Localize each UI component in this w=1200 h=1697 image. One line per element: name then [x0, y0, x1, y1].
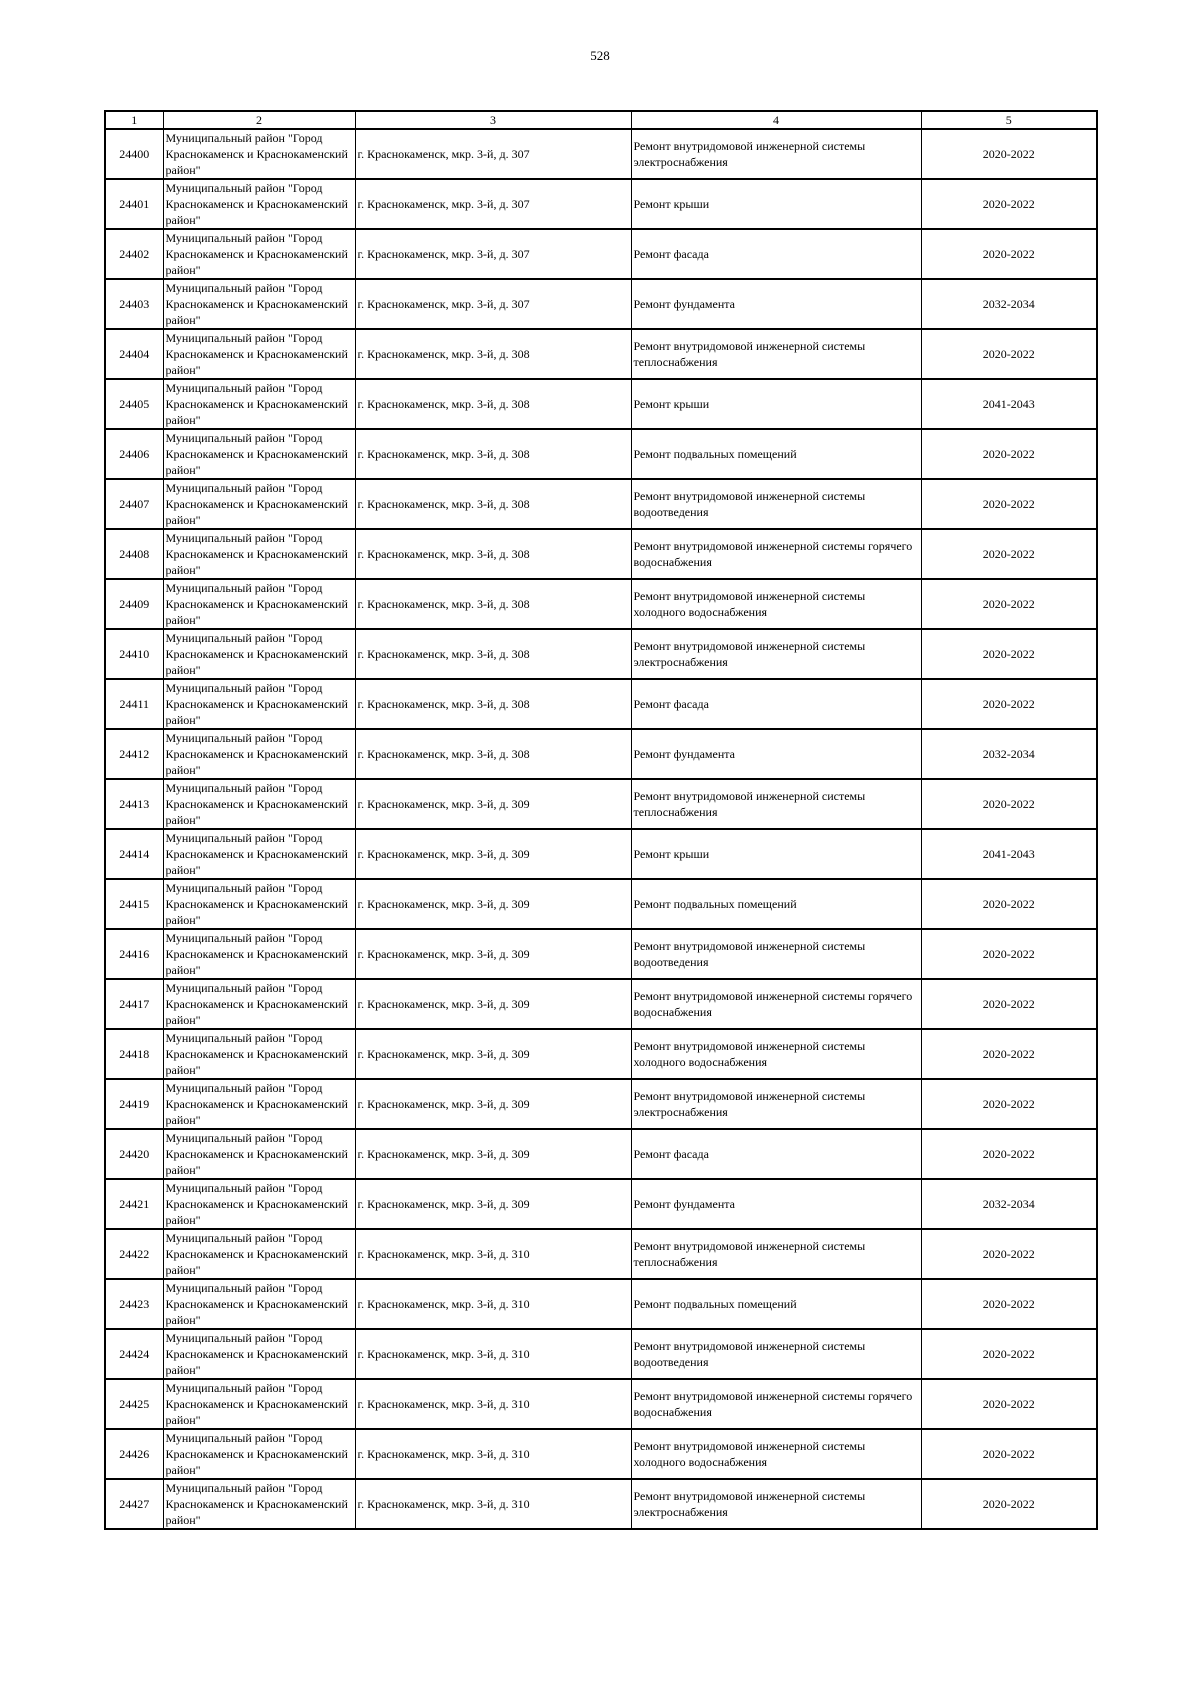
work-type-cell: Ремонт внутридомовой инженерной системы теплоснабжения — [631, 329, 921, 379]
row-number: 24417 — [105, 979, 163, 1029]
table-row — [105, 729, 1097, 779]
address-cell: г. Краснокаменск, мкр. 3-й, д. 307 — [355, 229, 631, 279]
table-row — [105, 1429, 1097, 1479]
row-number: 24402 — [105, 229, 163, 279]
header-col-5: 5 — [921, 111, 1097, 129]
row-number: 24424 — [105, 1329, 163, 1379]
row-number: 24403 — [105, 279, 163, 329]
period-cell: 2020-2022 — [921, 979, 1097, 1029]
row-number: 24420 — [105, 1129, 163, 1179]
period-cell: 2020-2022 — [921, 529, 1097, 579]
period-cell: 2020-2022 — [921, 129, 1097, 179]
period-cell: 2041-2043 — [921, 379, 1097, 429]
period-cell: 2020-2022 — [921, 779, 1097, 829]
table-row — [105, 279, 1097, 329]
table-row — [105, 1029, 1097, 1079]
row-number: 24414 — [105, 829, 163, 879]
work-type-cell: Ремонт фасада — [631, 679, 921, 729]
period-cell: 2020-2022 — [921, 479, 1097, 529]
address-cell: г. Краснокаменск, мкр. 3-й, д. 308 — [355, 629, 631, 679]
municipality-cell: Муниципальный район "Город Краснокаменск и Краснокаменский район" — [163, 179, 355, 229]
municipality-cell: Муниципальный район "Город Краснокаменск и Краснокаменский район" — [163, 1379, 355, 1429]
row-number: 24404 — [105, 329, 163, 379]
work-type-cell: Ремонт внутридомовой инженерной системы горячего водоснабжения — [631, 1379, 921, 1429]
header-col-3: 3 — [355, 111, 631, 129]
register-table — [104, 110, 1098, 1530]
period-cell: 2041-2043 — [921, 829, 1097, 879]
period-cell: 2032-2034 — [921, 1179, 1097, 1229]
work-type-cell: Ремонт фасада — [631, 229, 921, 279]
municipality-cell: Муниципальный район "Город Краснокаменск и Краснокаменский район" — [163, 1329, 355, 1379]
table-row — [105, 629, 1097, 679]
municipality-cell: Муниципальный район "Город Краснокаменск и Краснокаменский район" — [163, 1079, 355, 1129]
row-number: 24400 — [105, 129, 163, 179]
address-cell: г. Краснокаменск, мкр. 3-й, д. 308 — [355, 429, 631, 479]
period-cell: 2020-2022 — [921, 879, 1097, 929]
table-row — [105, 379, 1097, 429]
table-row — [105, 529, 1097, 579]
work-type-cell: Ремонт подвальных помещений — [631, 429, 921, 479]
municipality-cell: Муниципальный район "Город Краснокаменск и Краснокаменский район" — [163, 729, 355, 779]
period-cell: 2020-2022 — [921, 179, 1097, 229]
period-cell: 2020-2022 — [921, 1379, 1097, 1429]
period-cell: 2020-2022 — [921, 1129, 1097, 1179]
header-col-2: 2 — [163, 111, 355, 129]
row-number: 24422 — [105, 1229, 163, 1279]
table-row — [105, 1229, 1097, 1279]
address-cell: г. Краснокаменск, мкр. 3-й, д. 309 — [355, 879, 631, 929]
municipality-cell: Муниципальный район "Город Краснокаменск и Краснокаменский район" — [163, 129, 355, 179]
table-row — [105, 1129, 1097, 1179]
municipality-cell: Муниципальный район "Город Краснокаменск и Краснокаменский район" — [163, 1029, 355, 1079]
address-cell: г. Краснокаменск, мкр. 3-й, д. 309 — [355, 1129, 631, 1179]
table-row — [105, 1279, 1097, 1329]
municipality-cell: Муниципальный район "Город Краснокаменск и Краснокаменский район" — [163, 1229, 355, 1279]
work-type-cell: Ремонт внутридомовой инженерной системы водоотведения — [631, 929, 921, 979]
municipality-cell: Муниципальный район "Город Краснокаменск и Краснокаменский район" — [163, 879, 355, 929]
work-type-cell: Ремонт крыши — [631, 829, 921, 879]
work-type-cell: Ремонт фундамента — [631, 279, 921, 329]
table-row — [105, 329, 1097, 379]
row-number: 24407 — [105, 479, 163, 529]
table-row — [105, 929, 1097, 979]
address-cell: г. Краснокаменск, мкр. 3-й, д. 309 — [355, 979, 631, 1029]
municipality-cell: Муниципальный район "Город Краснокаменск и Краснокаменский район" — [163, 1179, 355, 1229]
page-number: 528 — [590, 48, 610, 63]
row-number: 24412 — [105, 729, 163, 779]
work-type-cell: Ремонт фасада — [631, 1129, 921, 1179]
period-cell: 2020-2022 — [921, 629, 1097, 679]
table-row — [105, 779, 1097, 829]
work-type-cell: Ремонт подвальных помещений — [631, 1279, 921, 1329]
row-number: 24425 — [105, 1379, 163, 1429]
period-cell: 2032-2034 — [921, 279, 1097, 329]
work-type-cell: Ремонт внутридомовой инженерной системы водоотведения — [631, 479, 921, 529]
address-cell: г. Краснокаменск, мкр. 3-й, д. 307 — [355, 179, 631, 229]
work-type-cell: Ремонт внутридомовой инженерной системы горячего водоснабжения — [631, 529, 921, 579]
row-number: 24408 — [105, 529, 163, 579]
municipality-cell: Муниципальный район "Город Краснокаменск и Краснокаменский район" — [163, 579, 355, 629]
period-cell: 2020-2022 — [921, 679, 1097, 729]
address-cell: г. Краснокаменск, мкр. 3-й, д. 308 — [355, 579, 631, 629]
table-row — [105, 1179, 1097, 1229]
municipality-cell: Муниципальный район "Город Краснокаменск и Краснокаменский район" — [163, 829, 355, 879]
period-cell: 2032-2034 — [921, 729, 1097, 779]
work-type-cell: Ремонт крыши — [631, 379, 921, 429]
address-cell: г. Краснокаменск, мкр. 3-й, д. 308 — [355, 329, 631, 379]
municipality-cell: Муниципальный район "Город Краснокаменск и Краснокаменский район" — [163, 429, 355, 479]
header-col-1: 1 — [105, 111, 163, 129]
address-cell: г. Краснокаменск, мкр. 3-й, д. 309 — [355, 1179, 631, 1229]
row-number: 24410 — [105, 629, 163, 679]
address-cell: г. Краснокаменск, мкр. 3-й, д. 308 — [355, 679, 631, 729]
municipality-cell: Муниципальный район "Город Краснокаменск и Краснокаменский район" — [163, 479, 355, 529]
period-cell: 2020-2022 — [921, 1279, 1097, 1329]
table-row — [105, 579, 1097, 629]
municipality-cell: Муниципальный район "Город Краснокаменск и Краснокаменский район" — [163, 929, 355, 979]
row-number: 24415 — [105, 879, 163, 929]
period-cell: 2020-2022 — [921, 579, 1097, 629]
period-cell: 2020-2022 — [921, 1029, 1097, 1079]
period-cell: 2020-2022 — [921, 1479, 1097, 1529]
address-cell: г. Краснокаменск, мкр. 3-й, д. 310 — [355, 1479, 631, 1529]
row-number: 24406 — [105, 429, 163, 479]
row-number: 24426 — [105, 1429, 163, 1479]
row-number: 24421 — [105, 1179, 163, 1229]
municipality-cell: Муниципальный район "Город Краснокаменск и Краснокаменский район" — [163, 329, 355, 379]
work-type-cell: Ремонт внутридомовой инженерной системы горячего водоснабжения — [631, 979, 921, 1029]
address-cell: г. Краснокаменск, мкр. 3-й, д. 310 — [355, 1379, 631, 1429]
address-cell: г. Краснокаменск, мкр. 3-й, д. 309 — [355, 929, 631, 979]
work-type-cell: Ремонт подвальных помещений — [631, 879, 921, 929]
table-row — [105, 429, 1097, 479]
address-cell: г. Краснокаменск, мкр. 3-й, д. 309 — [355, 829, 631, 879]
table-header — [105, 111, 1097, 129]
work-type-cell: Ремонт внутридомовой инженерной системы холодного водоснабжения — [631, 579, 921, 629]
period-cell: 2020-2022 — [921, 1429, 1097, 1479]
table-row — [105, 179, 1097, 229]
work-type-cell: Ремонт внутридомовой инженерной системы холодного водоснабжения — [631, 1429, 921, 1479]
table-body — [105, 129, 1097, 1529]
municipality-cell: Муниципальный район "Город Краснокаменск и Краснокаменский район" — [163, 679, 355, 729]
row-number: 24409 — [105, 579, 163, 629]
period-cell: 2020-2022 — [921, 1329, 1097, 1379]
header-col-4: 4 — [631, 111, 921, 129]
address-cell: г. Краснокаменск, мкр. 3-й, д. 310 — [355, 1229, 631, 1279]
address-cell: г. Краснокаменск, мкр. 3-й, д. 307 — [355, 279, 631, 329]
address-cell: г. Краснокаменск, мкр. 3-й, д. 309 — [355, 1079, 631, 1129]
period-cell: 2020-2022 — [921, 229, 1097, 279]
work-type-cell: Ремонт фундамента — [631, 1179, 921, 1229]
address-cell: г. Краснокаменск, мкр. 3-й, д. 308 — [355, 379, 631, 429]
table-row — [105, 979, 1097, 1029]
municipality-cell: Муниципальный район "Город Краснокаменск и Краснокаменский район" — [163, 379, 355, 429]
table-row — [105, 1329, 1097, 1379]
work-type-cell: Ремонт внутридомовой инженерной системы электроснабжения — [631, 1079, 921, 1129]
work-type-cell: Ремонт внутридомовой инженерной системы электроснабжения — [631, 1479, 921, 1529]
row-number: 24418 — [105, 1029, 163, 1079]
row-number: 24419 — [105, 1079, 163, 1129]
work-type-cell: Ремонт внутридомовой инженерной системы электроснабжения — [631, 629, 921, 679]
row-number: 24405 — [105, 379, 163, 429]
address-cell: г. Краснокаменск, мкр. 3-й, д. 309 — [355, 1029, 631, 1079]
work-type-cell: Ремонт фундамента — [631, 729, 921, 779]
municipality-cell: Муниципальный район "Город Краснокаменск и Краснокаменский район" — [163, 279, 355, 329]
work-type-cell: Ремонт крыши — [631, 179, 921, 229]
period-cell: 2020-2022 — [921, 1229, 1097, 1279]
table-row — [105, 129, 1097, 179]
row-number: 24423 — [105, 1279, 163, 1329]
table-row — [105, 1079, 1097, 1129]
table-row — [105, 1379, 1097, 1429]
table-row — [105, 479, 1097, 529]
period-cell: 2020-2022 — [921, 329, 1097, 379]
municipality-cell: Муниципальный район "Город Краснокаменск и Краснокаменский район" — [163, 979, 355, 1029]
address-cell: г. Краснокаменск, мкр. 3-й, д. 309 — [355, 779, 631, 829]
municipality-cell: Муниципальный район "Город Краснокаменск и Краснокаменский район" — [163, 529, 355, 579]
municipality-cell: Муниципальный район "Город Краснокаменск и Краснокаменский район" — [163, 779, 355, 829]
table-row — [105, 679, 1097, 729]
municipality-cell: Муниципальный район "Город Краснокаменск и Краснокаменский район" — [163, 229, 355, 279]
municipality-cell: Муниципальный район "Город Краснокаменск и Краснокаменский район" — [163, 1479, 355, 1529]
address-cell: г. Краснокаменск, мкр. 3-й, д. 310 — [355, 1329, 631, 1379]
address-cell: г. Краснокаменск, мкр. 3-й, д. 308 — [355, 529, 631, 579]
municipality-cell: Муниципальный район "Город Краснокаменск и Краснокаменский район" — [163, 1279, 355, 1329]
municipality-cell: Муниципальный район "Город Краснокаменск и Краснокаменский район" — [163, 1429, 355, 1479]
work-type-cell: Ремонт внутридомовой инженерной системы холодного водоснабжения — [631, 1029, 921, 1079]
address-cell: г. Краснокаменск, мкр. 3-й, д. 310 — [355, 1429, 631, 1479]
row-number: 24413 — [105, 779, 163, 829]
address-cell: г. Краснокаменск, мкр. 3-й, д. 310 — [355, 1279, 631, 1329]
row-number: 24427 — [105, 1479, 163, 1529]
period-cell: 2020-2022 — [921, 429, 1097, 479]
address-cell: г. Краснокаменск, мкр. 3-й, д. 308 — [355, 479, 631, 529]
row-number: 24411 — [105, 679, 163, 729]
header-row — [105, 111, 1097, 129]
work-type-cell: Ремонт внутридомовой инженерной системы теплоснабжения — [631, 1229, 921, 1279]
address-cell: г. Краснокаменск, мкр. 3-й, д. 308 — [355, 729, 631, 779]
table-row — [105, 879, 1097, 929]
municipality-cell: Муниципальный район "Город Краснокаменск и Краснокаменский район" — [163, 629, 355, 679]
work-type-cell: Ремонт внутридомовой инженерной системы электроснабжения — [631, 129, 921, 179]
period-cell: 2020-2022 — [921, 1079, 1097, 1129]
table-row — [105, 829, 1097, 879]
municipality-cell: Муниципальный район "Город Краснокаменск и Краснокаменский район" — [163, 1129, 355, 1179]
table-row — [105, 229, 1097, 279]
work-type-cell: Ремонт внутридомовой инженерной системы теплоснабжения — [631, 779, 921, 829]
work-type-cell: Ремонт внутридомовой инженерной системы водоотведения — [631, 1329, 921, 1379]
row-number: 24401 — [105, 179, 163, 229]
row-number: 24416 — [105, 929, 163, 979]
period-cell: 2020-2022 — [921, 929, 1097, 979]
address-cell: г. Краснокаменск, мкр. 3-й, д. 307 — [355, 129, 631, 179]
table-row — [105, 1479, 1097, 1529]
